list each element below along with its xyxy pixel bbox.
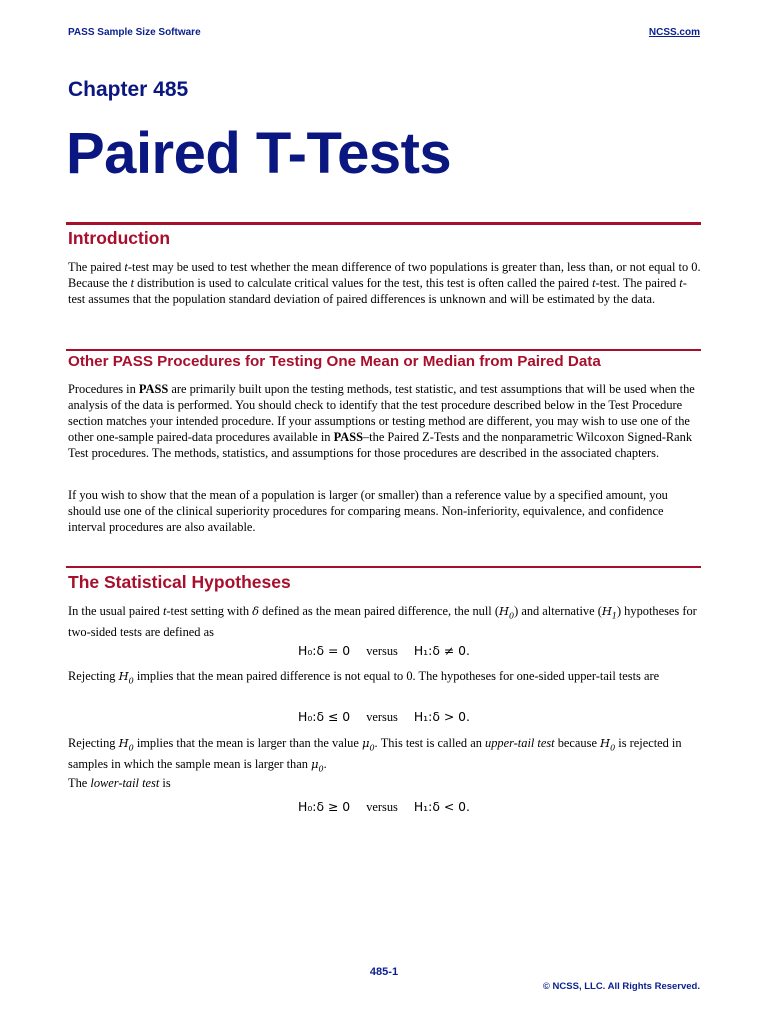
math-symbol: $\mu_0$ xyxy=(311,757,324,774)
formula-alternative: H₁:δ > 0. xyxy=(413,709,470,724)
math-symbol: δ xyxy=(252,604,260,618)
formula-versus: versus xyxy=(366,800,398,814)
intro-paragraph: The paired t-test may be used to test whether the mean difference of two populations is greater than, less than, or not equal to 0. Because the t distribution is used to calculate critical values for the test, this test is often called the paired t-test. The paired t-test assumes that the population standard deviation of paired differences is unknown and will be estimated by the data. xyxy=(68,260,701,306)
page-title: Paired T-Tests xyxy=(66,121,452,186)
chapter-number: Chapter 485 xyxy=(68,78,189,101)
italic-text: lower-tail test xyxy=(90,776,160,790)
italic-text: t xyxy=(679,276,683,290)
heading-other-procedures: Other PASS Procedures for Testing One Mean or Median from Paired Data xyxy=(68,353,601,370)
header-product-name: PASS Sample Size Software xyxy=(68,27,201,38)
formula-versus: versus xyxy=(366,710,398,724)
formula-null: H₀:δ = 0 xyxy=(298,643,351,658)
hyp-paragraph-2: Rejecting $H_0$ implies that the mean paired difference is not equal to 0. The hypotheses for one-sided upper-tail tests are xyxy=(68,669,660,686)
italic-text: t xyxy=(130,276,135,290)
copyright-notice: © NCSS, LLC. All Rights Reserved. xyxy=(542,981,700,992)
heading-introduction: Introduction xyxy=(68,228,171,248)
math-symbol: $H_0$ xyxy=(600,736,616,753)
section-divider xyxy=(66,566,701,568)
math-symbol: $H_0$ xyxy=(498,604,515,621)
formula-lower-tail xyxy=(0,799,768,815)
hyp-paragraph-4: The lower-tail test is xyxy=(68,776,171,790)
hyp-paragraph-1: In the usual paired t-test setting with δ defined as the mean paired difference, the null $(H_0)$ and alternative $(H_1)$ hypotheses for two-sided tests are defined as xyxy=(68,604,697,640)
bold-text: PASS xyxy=(333,430,363,444)
page-number: 485-1 xyxy=(369,966,399,978)
bold-text: PASS xyxy=(138,382,169,396)
formula-versus: versus xyxy=(366,644,398,658)
header-site-link[interactable]: NCSS.com xyxy=(648,27,700,38)
italic-text: upper-tail test xyxy=(485,736,555,750)
formula-alternative: H₁:δ < 0. xyxy=(413,799,470,814)
math-symbol: $H_1$ xyxy=(601,604,617,621)
formula-null: H₀:δ ≥ 0 xyxy=(298,799,351,814)
other-paragraph-2: If you wish to show that the mean of a population is larger (or smaller) than a reference value by a specified amount, you should use one of the clinical superiority procedures for comparing means. Non-inferiority, equivalence, and confidence interval procedures are also available. xyxy=(68,488,668,534)
math-symbol: $\mu_0$ xyxy=(361,736,375,753)
section-divider xyxy=(66,349,701,351)
other-paragraph-1: Procedures in PASS are primarily built upon the testing methods, test statistic, and test assumptions that will be used when the analysis of the data is performed. You should check to identify that the test procedure described below in the Test Procedure section matches your intended procedure. If your assumptions or testing method are different, you may wish to use one of the other one-sample paired-data procedures available in PASS–the Paired Z-Tests and the nonparametric Wilcoxon Signed-Rank Test procedures. The methods, statistics, and assumptions for those procedures are described in the associated chapters. xyxy=(68,382,695,460)
italic-text: t xyxy=(162,604,167,618)
formula-upper-tail xyxy=(0,709,768,725)
formula-two-sided xyxy=(0,643,768,659)
hyp-paragraph-3: Rejecting $H_0$ implies that the mean is larger than the value $\mu_0$. This test is called an upper-tail test because $H_0$ is rejected in samples in which the sample mean is larger than $\mu_0$. xyxy=(68,736,682,774)
math-symbol: $H_0$ xyxy=(118,669,134,686)
section-divider xyxy=(66,222,701,225)
heading-statistical-hypotheses: The Statistical Hypotheses xyxy=(68,572,291,592)
italic-text: t xyxy=(592,276,596,290)
formula-null: H₀:δ ≤ 0 xyxy=(298,709,351,724)
math-symbol: $H_0$ xyxy=(118,736,134,753)
italic-text: t xyxy=(124,260,128,274)
formula-alternative: H₁:δ ≠ 0. xyxy=(413,643,470,658)
